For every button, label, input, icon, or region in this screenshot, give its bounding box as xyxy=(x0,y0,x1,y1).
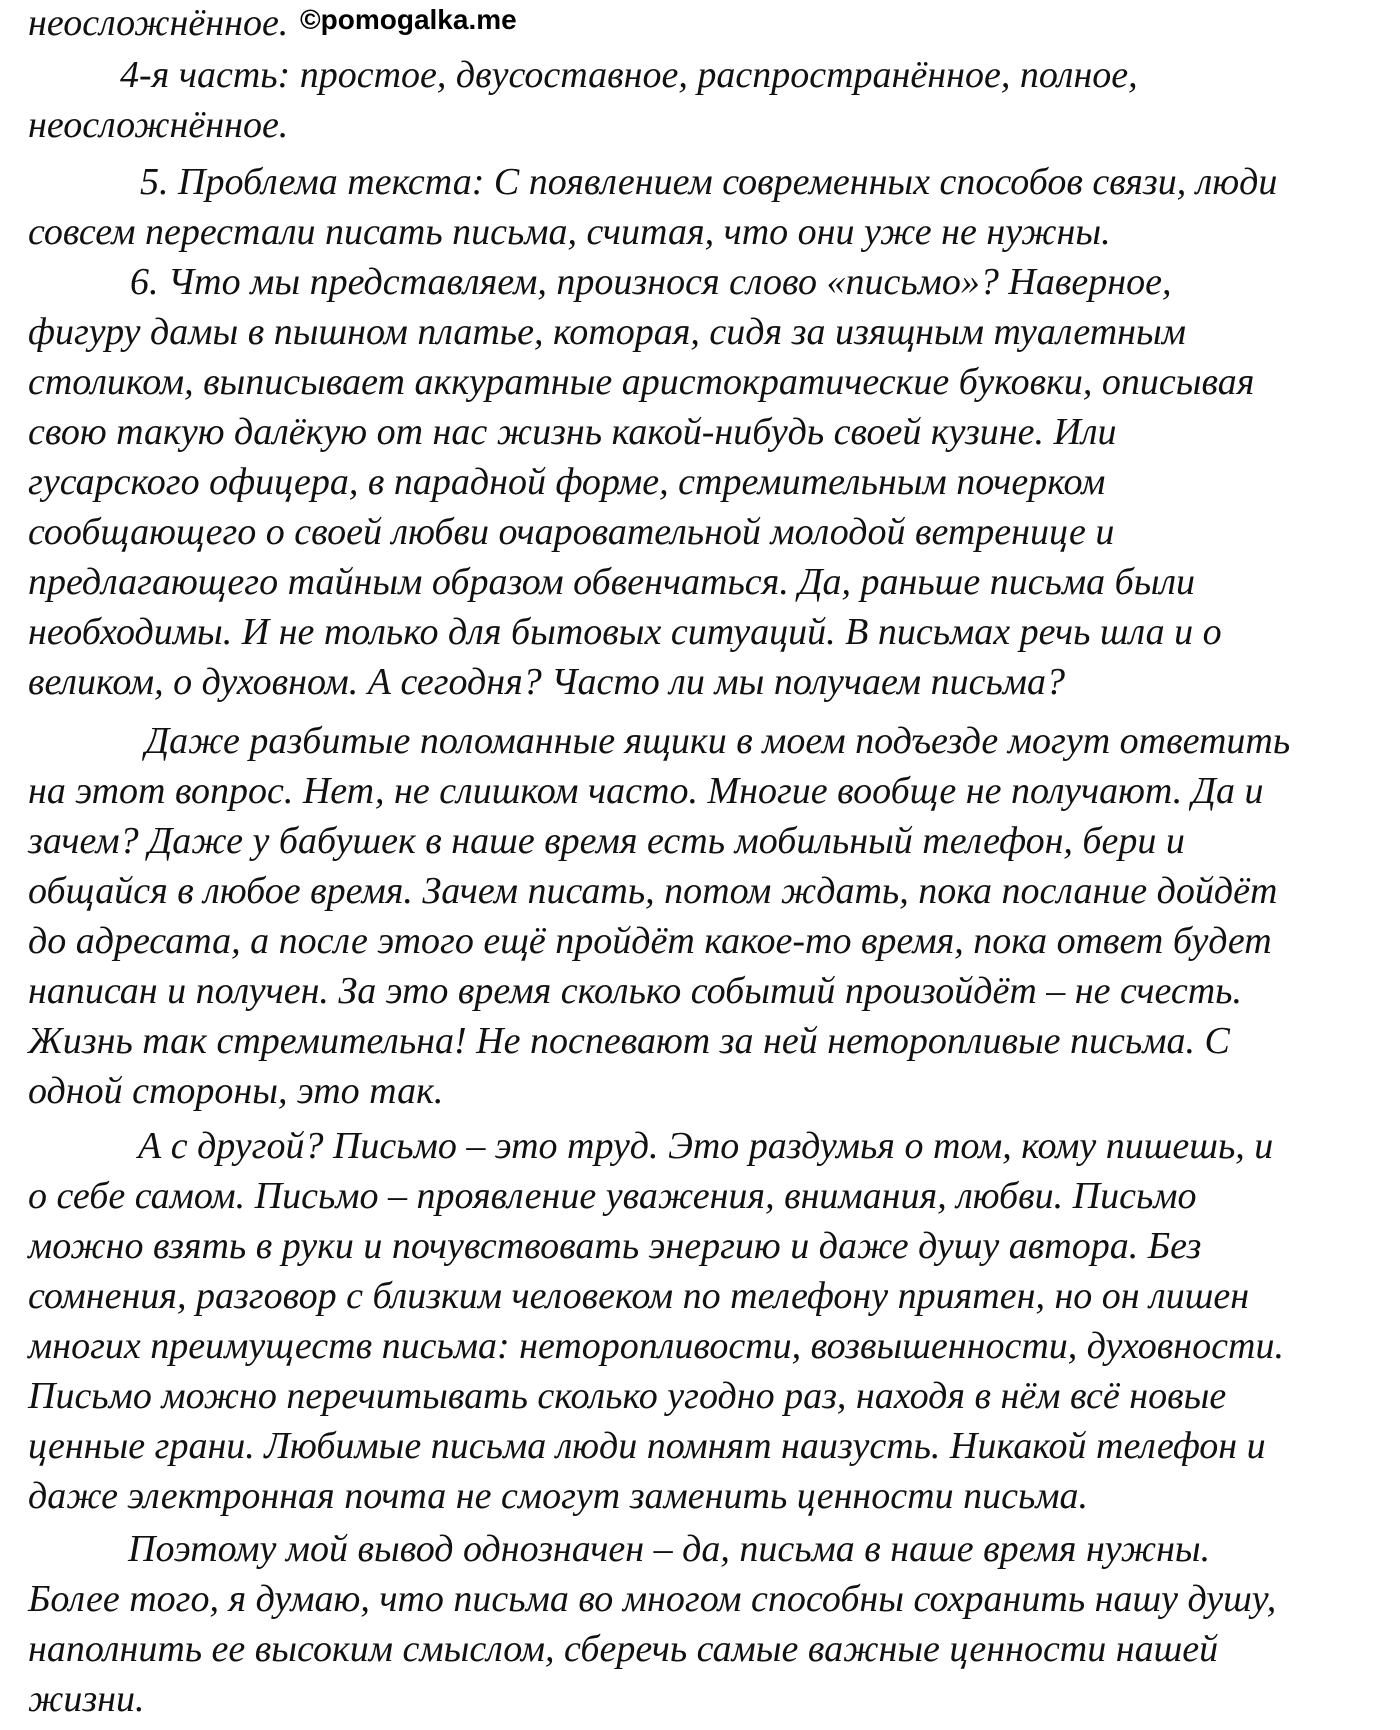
text-line: 6. Что мы представляем, произнося слово «письмо»? Наверное, xyxy=(130,261,1172,303)
text-line: даже электронная почта не смогут заменить ценности письма. xyxy=(28,1475,1088,1517)
text-line: многих преимуществ письма: неторопливости, возвышенности, духовности. xyxy=(28,1325,1284,1367)
text-line: гусарского офицера, в парадной форме, стремительным почерком xyxy=(28,461,1106,503)
text-line: необходимы. И не только для бытовых ситуаций. В письмах речь шла и о xyxy=(28,611,1222,653)
text-line: зачем? Даже у бабушек в наше время есть мобильный телефон, бери и xyxy=(28,820,1185,862)
text-line: одной стороны, это так. xyxy=(28,1070,444,1112)
text-line: о себе самом. Письмо – проявление уважения, внимания, любви. Письмо xyxy=(28,1175,1197,1217)
text-line: сообщающего о своей любви очаровательной молодой ветренице и xyxy=(28,511,1115,553)
watermark: ©pomogalka.me xyxy=(300,4,517,35)
text-line: можно взять в руки и почувствовать энергию и даже душу автора. Без xyxy=(28,1225,1202,1267)
text-line: А с другой? Письмо – это труд. Это раздумья о том, кому пишешь, и xyxy=(138,1125,1274,1167)
text-line: ценные грани. Любимые письма люди помнят наизусть. Никакой телефон и xyxy=(28,1425,1266,1467)
text-line: 4-я часть: простое, двусоставное, распространённое, полное, xyxy=(120,54,1138,96)
text-line: Даже разбитые поломанные ящики в моем подъезде могут ответить xyxy=(145,720,1291,762)
text-line: свою такую далёкую от нас жизнь какой-нибудь своей кузине. Или xyxy=(28,411,1117,453)
text-line: до адресата, а после этого ещё пройдёт какое-то время, пока ответ будет xyxy=(28,920,1272,962)
text-line: неосложнённое. xyxy=(28,104,289,146)
text-line: Поэтому мой вывод однозначен – да, письма в наше время нужны. xyxy=(128,1528,1211,1570)
text-line: совсем перестали писать письма, считая, что они уже не нужны. xyxy=(28,211,1111,253)
text-line: фигуру дамы в пышном платье, которая, сидя за изящным туалетным xyxy=(28,311,1186,353)
text-line: сомнения, разговор с близким человеком по телефону приятен, но он лишен xyxy=(28,1275,1250,1317)
text-line: великом, о духовном. А сегодня? Часто ли мы получаем письма? xyxy=(28,661,1066,703)
text-line: предлагающего тайным образом обвенчаться. Да, раньше письма были xyxy=(28,561,1196,603)
text-line: Жизнь так стремительна! Не поспевают за ней неторопливые письма. С xyxy=(28,1020,1230,1062)
text-line: Письмо можно перечитывать сколько угодно раз, находя в нём всё новые xyxy=(28,1375,1227,1417)
text-line: 5. Проблема текста: С появлением современных способов связи, люди xyxy=(140,161,1278,203)
text-line: общайся в любое время. Зачем писать, потом ждать, пока послание дойдёт xyxy=(28,870,1278,912)
text-line: жизни. xyxy=(28,1678,145,1720)
text-line: наполнить ее высоким смыслом, сберечь самые важные ценности нашей xyxy=(28,1628,1219,1670)
text-line: неосложнённое. xyxy=(28,2,289,44)
text-line: на этот вопрос. Нет, не слишком часто. Многие вообще не получают. Да и xyxy=(28,770,1264,812)
text-line: написан и получен. За это время сколько событий произойдёт – не счесть. xyxy=(28,970,1242,1012)
text-line: Более того, я думаю, что письма во многом способны сохранить нашу душу, xyxy=(28,1578,1277,1620)
text-line: столиком, выписывает аккуратные аристократические буковки, описывая xyxy=(28,361,1255,403)
